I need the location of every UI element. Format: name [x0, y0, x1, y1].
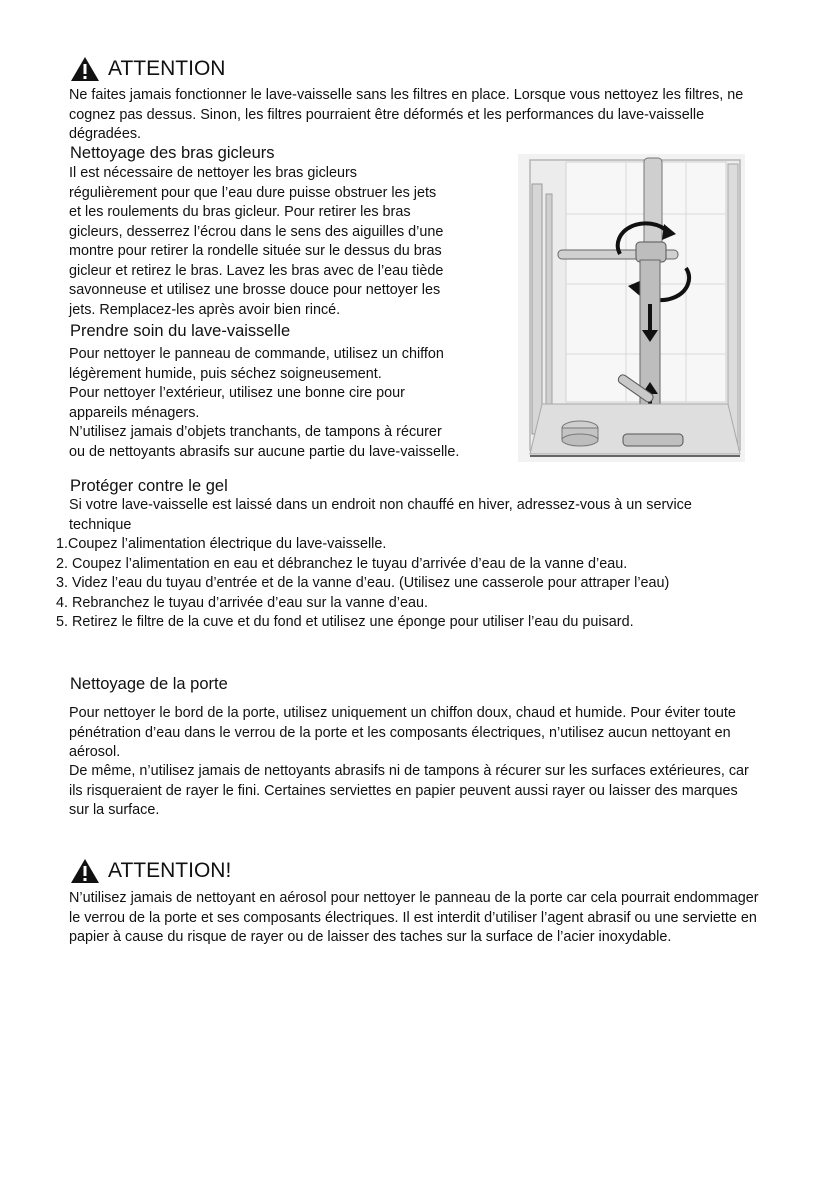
door-heading: Nettoyage de la porte	[70, 675, 228, 693]
text-line: gicleurs, desserrez l’écrou dans le sens des aiguilles d’une	[69, 223, 444, 240]
care-heading: Prendre soin du lave-vaisselle	[70, 322, 291, 340]
text-line: ou de nettoyants abrasifs sur aucune partie du lave-vaisselle.	[69, 443, 460, 460]
spray-arms-text	[69, 164, 443, 320]
door-paragraph-1: Pour nettoyer le bord de la porte, utilisez uniquement un chiffon doux, chaud et humide. Pour éviter toute pénétration d’eau dans le verrou de la porte et les composants électriques, n’utilisez aucun nettoyant en aérosol.	[69, 705, 736, 760]
text-line: régulièrement pour que l’eau dure puisse obstruer les jets	[69, 184, 437, 201]
dishwasher-spray-arm-illustration	[518, 154, 745, 462]
list-item: 4. Rebranchez le tuyau d’arrivée d’eau sur la vanne d’eau.	[56, 594, 428, 611]
text-line: montre pour retirer la rondelle située sur le dessus du bras	[69, 243, 442, 259]
list-item: 3. Videz l’eau du tuyau d’entrée et de la vanne d’eau. (Utilisez une casserole pour attraper l’eau)	[56, 575, 670, 591]
text-line: jets. Remplacez-les après avoir bien rincé.	[69, 301, 341, 318]
list-item: 5. Retirez le filtre de la cuve et du fond et utilisez une éponge pour utiliser l’eau du puisard.	[56, 614, 634, 630]
text-line: appareils ménagers.	[69, 404, 200, 421]
list-item: 2. Coupez l’alimentation en eau et débranchez le tuyau d’arrivée d’eau de la vanne d’eau.	[56, 555, 628, 572]
text-line: Pour nettoyer l’extérieur, utilisez une bonne cire pour	[69, 385, 405, 401]
attention-title: ATTENTION	[108, 57, 226, 80]
warning-triangle-icon	[70, 858, 100, 884]
attention-text: Ne faites jamais fonctionner le lave-vaisselle sans les filtres en place. Lorsque vous nettoyez les filtres, ne cognez pas dessus. Sinon, les filtres pourraient être déformés et les performances du lave-vaisselle dégradées.	[69, 87, 744, 142]
attention-heading-2	[70, 858, 231, 884]
care-text	[69, 345, 459, 462]
text-line: N’utilisez jamais d’objets tranchants, de tampons à récurer	[69, 424, 442, 440]
warning-triangle-icon	[70, 56, 100, 82]
spray-arms-heading: Nettoyage des bras gicleurs	[70, 144, 275, 162]
door-paragraph-2: De même, n’utilisez jamais de nettoyants abrasifs ni de tampons à récurer sur les surfaces extérieures, car ils risqueraient de rayer le fini. Certaines serviettes en papier peuvent aussi rayer ou laisser des marques sur la surface.	[69, 763, 749, 818]
text-line: légèrement humide, puis séchez soigneusement.	[69, 365, 382, 382]
text-line: savonneuse et utilisez une brosse douce pour nettoyer les	[69, 282, 441, 298]
text-line: gicleur et retirez le bras. Lavez les bras avec de l’eau tiède	[69, 262, 444, 279]
text-line: Il est nécessaire de nettoyer les bras gicleurs	[69, 165, 357, 181]
frost-intro: Si votre lave-vaisselle est laissé dans un endroit non chauffé en hiver, adressez-vous à un service technique	[69, 497, 692, 533]
text-line: et les roulements du bras gicleur. Pour retirer les bras	[69, 204, 411, 220]
attention-text-2: N’utilisez jamais de nettoyant en aérosol pour nettoyer le panneau de la porte car cela pourrait endommager le verrou de la porte et ses composants électriques. Il est interdit d’utiliser l’agent abrasif ou une serviette en papier à cause du risque de rayer ou de laisser des taches sur la surface de l’acier inoxydable.	[69, 890, 759, 945]
frost-heading: Protéger contre le gel	[70, 477, 228, 495]
attention-heading	[70, 56, 225, 82]
attention-title-2: ATTENTION!	[108, 859, 232, 882]
list-item: 1.Coupez l’alimentation électrique du lave-vaisselle.	[56, 536, 387, 552]
text-line: Pour nettoyer le panneau de commande, utilisez un chiffon	[69, 346, 444, 362]
frost-steps	[56, 535, 756, 633]
